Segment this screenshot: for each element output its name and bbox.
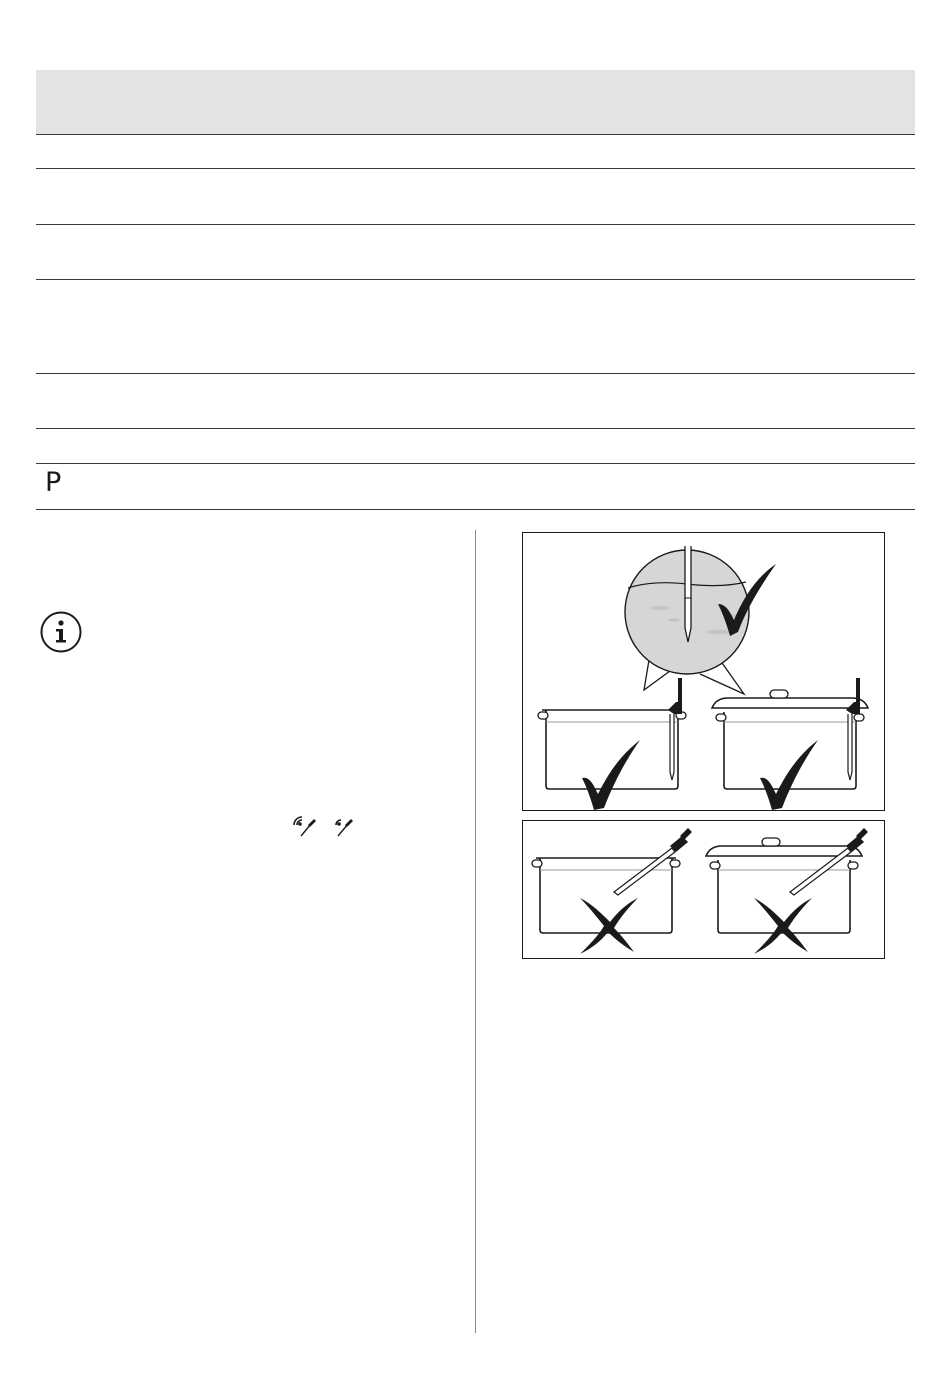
table-rule	[36, 224, 915, 225]
table-rule	[36, 428, 915, 429]
table-rule	[36, 463, 915, 464]
table-rule	[36, 509, 915, 510]
table-rule	[36, 168, 915, 169]
probe-icons	[291, 816, 357, 838]
table-rule	[36, 279, 915, 280]
column-divider	[475, 530, 476, 1333]
probe-signal-icon	[294, 817, 316, 836]
incorrect-probe-usage-figure	[522, 820, 885, 959]
correct-probe-usage-figure	[522, 532, 885, 811]
info-icon	[40, 611, 82, 653]
probe-weak-signal-icon	[336, 819, 353, 836]
section-letter: P	[45, 467, 62, 498]
table-header-band	[36, 70, 915, 135]
table-rule	[36, 373, 915, 374]
